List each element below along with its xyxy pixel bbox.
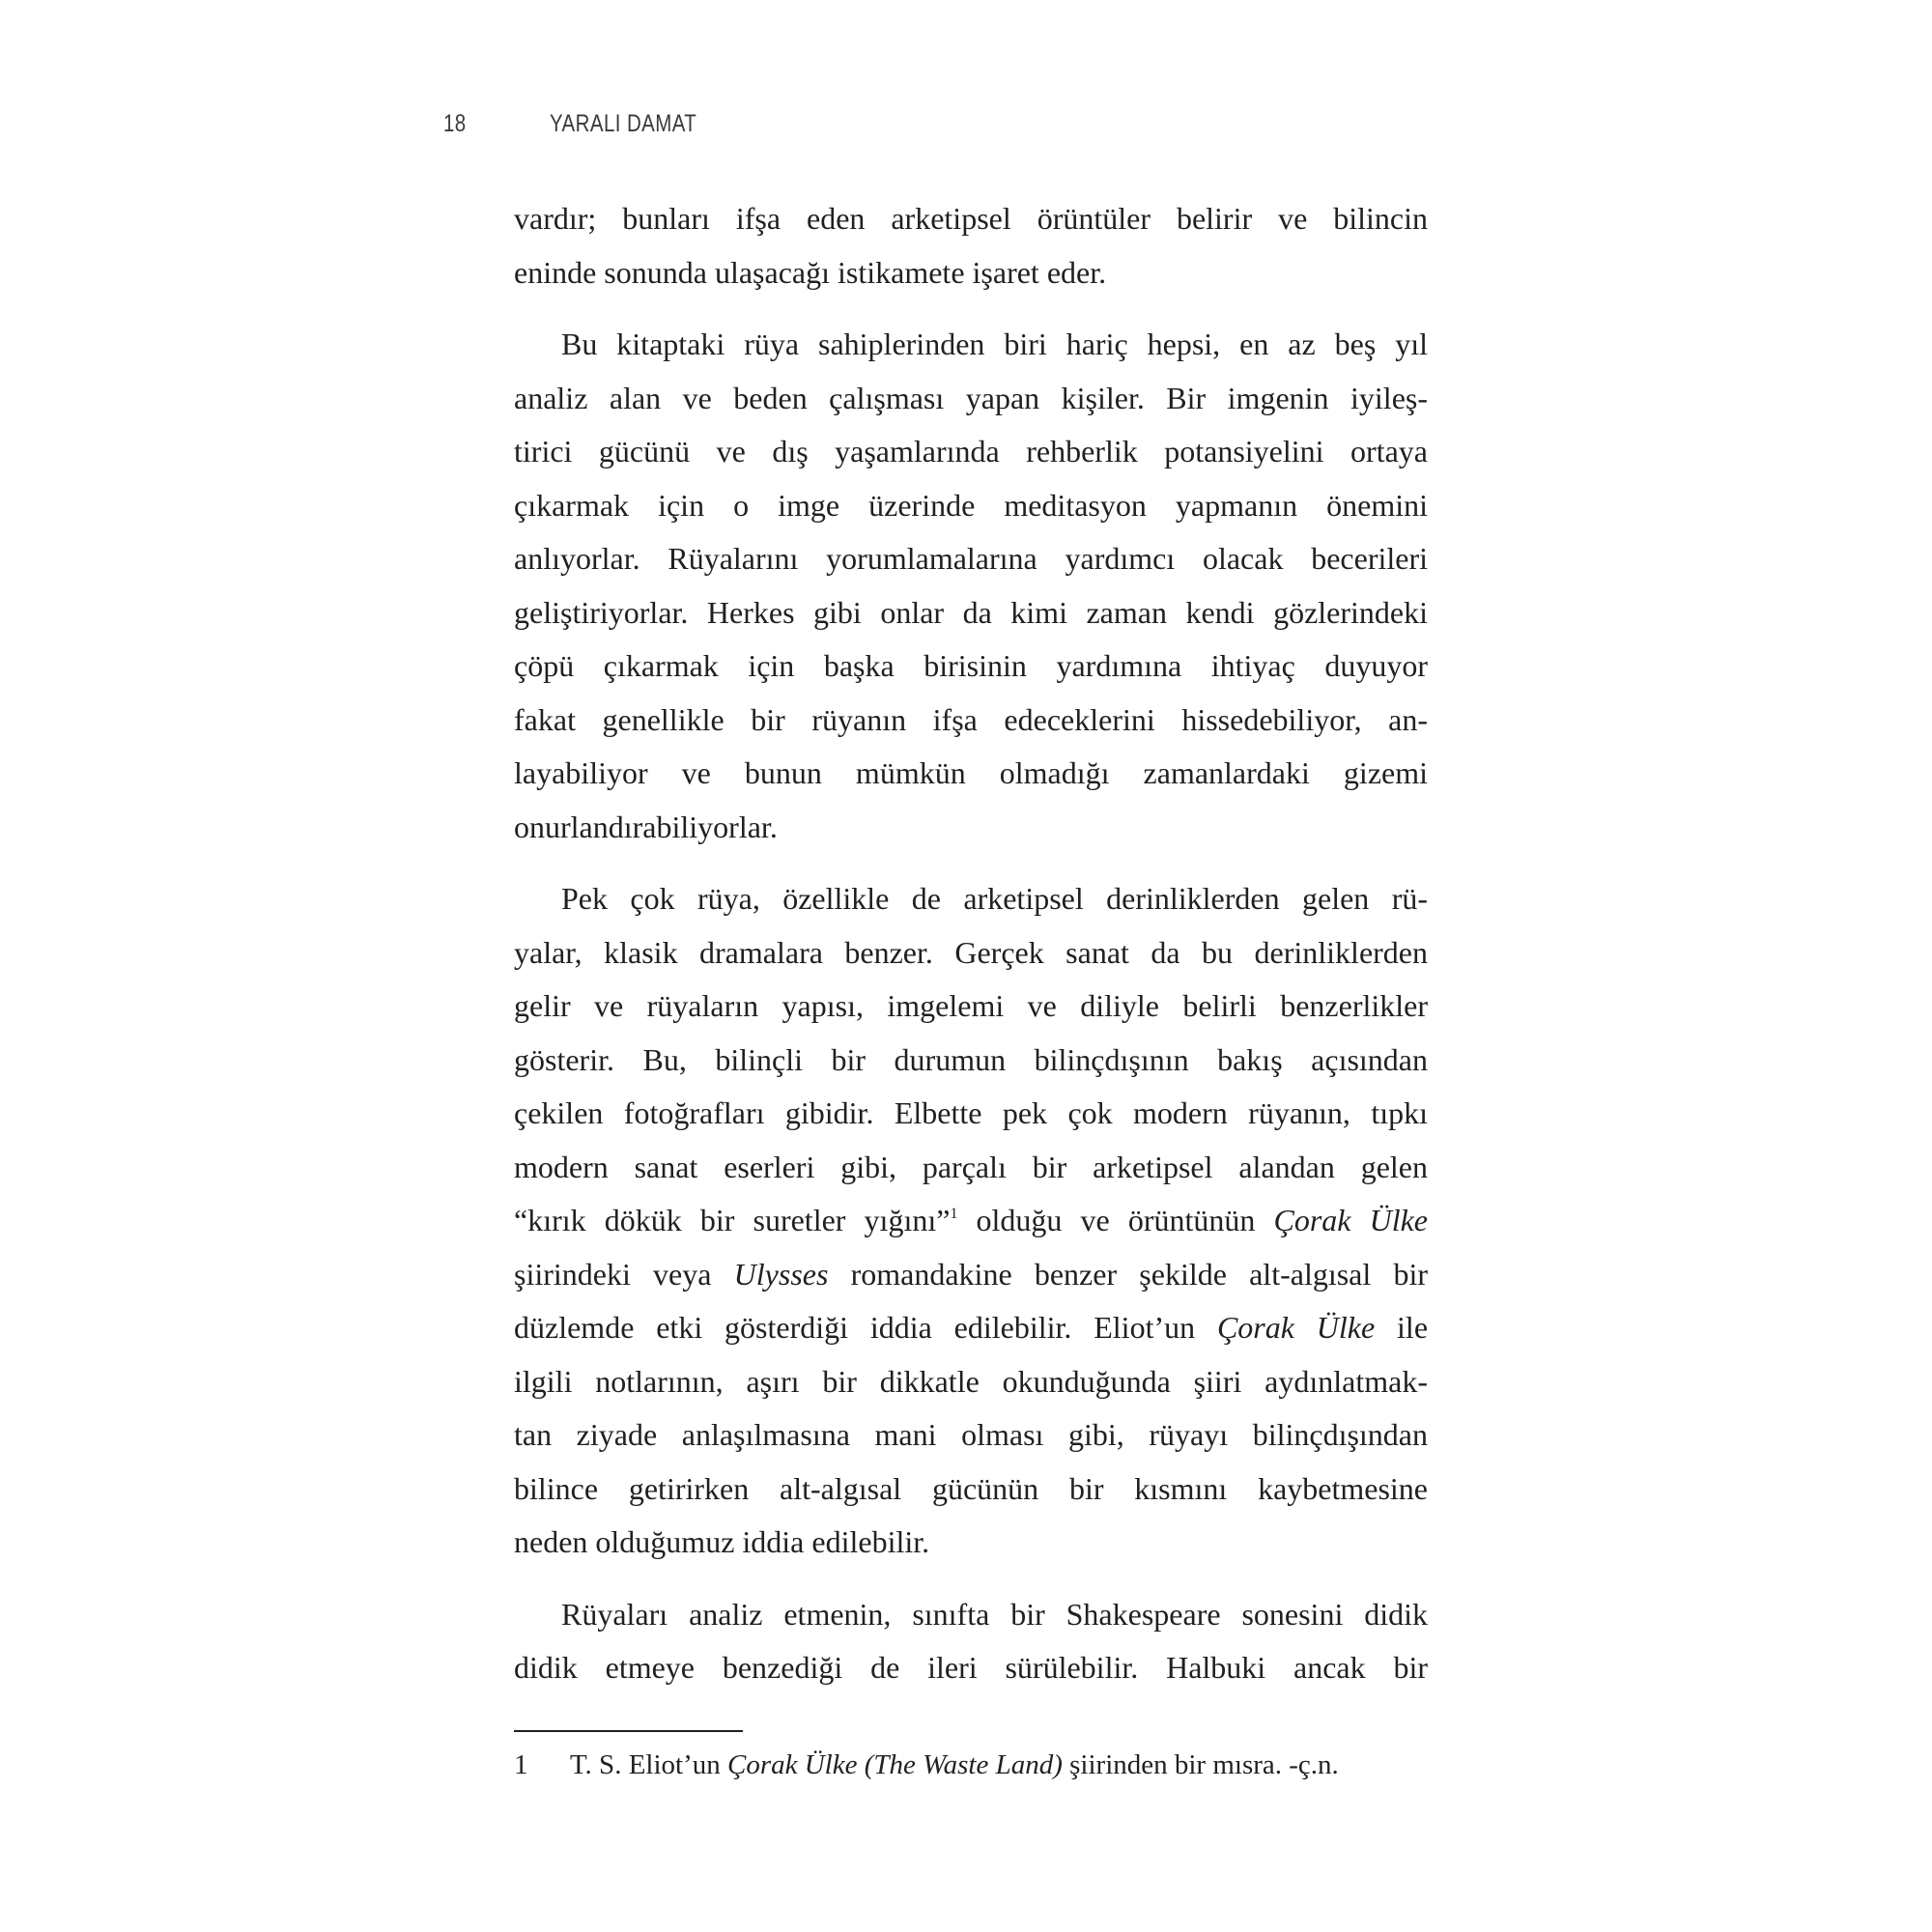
text-run: vardır; bunları ifşa eden arketipsel örüntüler belirir ve bilincin [514,201,1428,236]
text-line [514,872,1428,926]
text-run: Rüyaları analiz etmenin, sınıfta bir Shakespeare sonesini didik [561,1596,1428,1632]
text-line [514,639,1428,694]
text-run: yalar, klasik dramalara benzer. Gerçek sanat da bu derinliklerden [514,934,1428,970]
text-line [514,1087,1428,1141]
text-run: analiz alan ve beden çalışması yapan kişiler. Bir imgenin iyileş- [514,380,1428,415]
text-run: tan ziyade anlaşılmasına mani olması gibi, rüyayı bilinçdışından [514,1417,1428,1452]
text-line [514,1301,1428,1355]
text-run: çöpü çıkarmak için başka birisinin yardımına ihtiyaç duyuyor [514,648,1428,683]
text-run: düzlemde etki gösterdiği iddia edilebilir. Eliot’un [514,1310,1217,1345]
text-line [514,1194,1428,1248]
text-run: bilince getirirken alt-algısal gücünün bir kısmını kaybetmesine [514,1470,1428,1506]
text-line [514,1408,1428,1463]
italic-title: Ulysses [733,1256,829,1292]
text-line [514,372,1428,426]
text-run: anlıyorlar. Rüyalarını yorumlamalarına yardımcı olacak becerileri [514,541,1428,576]
text-line [514,192,1428,246]
text-run: T. S. Eliot’un [570,1749,727,1780]
text-run: ile [1375,1310,1429,1345]
text-run: romandakine benzer şekilde alt-algısal bir [828,1256,1429,1292]
text-run: olduğu ve örüntünün [957,1203,1274,1237]
text-run: geliştiriyorlar. Herkes gibi onlar da kimi zaman kendi gözlerindeki [514,594,1428,630]
text-line [514,1248,1428,1302]
text-line [514,926,1428,980]
paragraph [514,192,1428,299]
text-run: fakat genellikle bir rüyanın ifşa edeceklerini hissedebiliyor, an- [514,701,1428,737]
text-run: gösterir. Bu, bilinçli bir durumun bilinçdışının bakış açısından [514,1041,1428,1077]
text-run: “kırık dökük bir suretler yığını” [514,1203,951,1237]
text-run: onurlandırabiliyorlar. [514,809,778,844]
text-line [514,1463,1428,1517]
text-run: modern sanat eserleri gibi, parçalı bir arketipsel alandan gelen [514,1149,1428,1184]
text-line [514,1355,1428,1409]
text-run: neden olduğumuz iddia edilebilir. [514,1524,930,1559]
text-line [514,532,1428,586]
text-run: gelir ve rüyaların yapısı, imgelemi ve diliyle belirli benzerlikler [514,988,1428,1023]
italic-title: Çorak Ülke [1273,1203,1429,1237]
text-run: çıkarmak için o imge üzerinde meditasyon yapmanın önemini [514,487,1428,523]
text-run: didik etmeye benzediği de ileri sürülebilir. Halbuki ancak bir [514,1650,1428,1685]
footnote-reference: 1 [950,1206,958,1222]
page-number: 18 [443,110,467,137]
text-run: Pek çok rüya, özellikle de arketipsel derinliklerden gelen rü- [561,881,1428,916]
text-line [514,479,1428,533]
text-line [514,425,1428,479]
footnote [514,1747,1339,1783]
text-run: layabiliyor ve bunun mümkün olmadığı zamanlardaki gizemi [514,755,1428,790]
text-line [514,1141,1428,1195]
text-line [514,980,1428,1034]
text-run: çekilen fotoğrafları gibidir. Elbette pek çok modern rüyanın, tıpkı [514,1095,1428,1130]
text-run: şiirinden bir mısra. -ç.n. [1062,1749,1339,1780]
footnote-divider [514,1730,743,1732]
text-run: Bu kitaptaki rüya sahiplerinden biri hariç hepsi, en az beş yıl [561,327,1428,361]
text-line [514,586,1428,640]
text-line [514,1034,1428,1088]
text-run: şiirindeki veya [514,1256,734,1292]
running-title: YARALI DAMAT [550,110,697,137]
text-line [514,246,1428,300]
text-line [514,1641,1428,1695]
text-run: tirici gücünü ve dış yaşamlarında rehberlik potansiyelini ortaya [514,434,1428,469]
text-line [514,747,1428,801]
footnote-text [570,1749,1339,1780]
text-run: eninde sonunda ulaşacağı istikamete işaret eder. [514,254,1107,290]
footnote-number: 1 [514,1749,528,1780]
paragraph [514,872,1428,1570]
italic-title: Çorak Ülke [1216,1310,1376,1345]
text-line [514,801,1428,855]
paragraph [514,318,1428,854]
text-line [514,694,1428,748]
text-line [514,1588,1428,1642]
text-line [514,318,1428,372]
paragraph [514,1588,1428,1695]
text-run: ilgili notlarının, aşırı bir dikkatle okunduğunda şiiri aydınlatmak- [514,1363,1428,1399]
body-text [514,192,1428,1714]
italic-title: Çorak Ülke (The Waste Land) [726,1749,1063,1780]
text-line [514,1516,1428,1570]
